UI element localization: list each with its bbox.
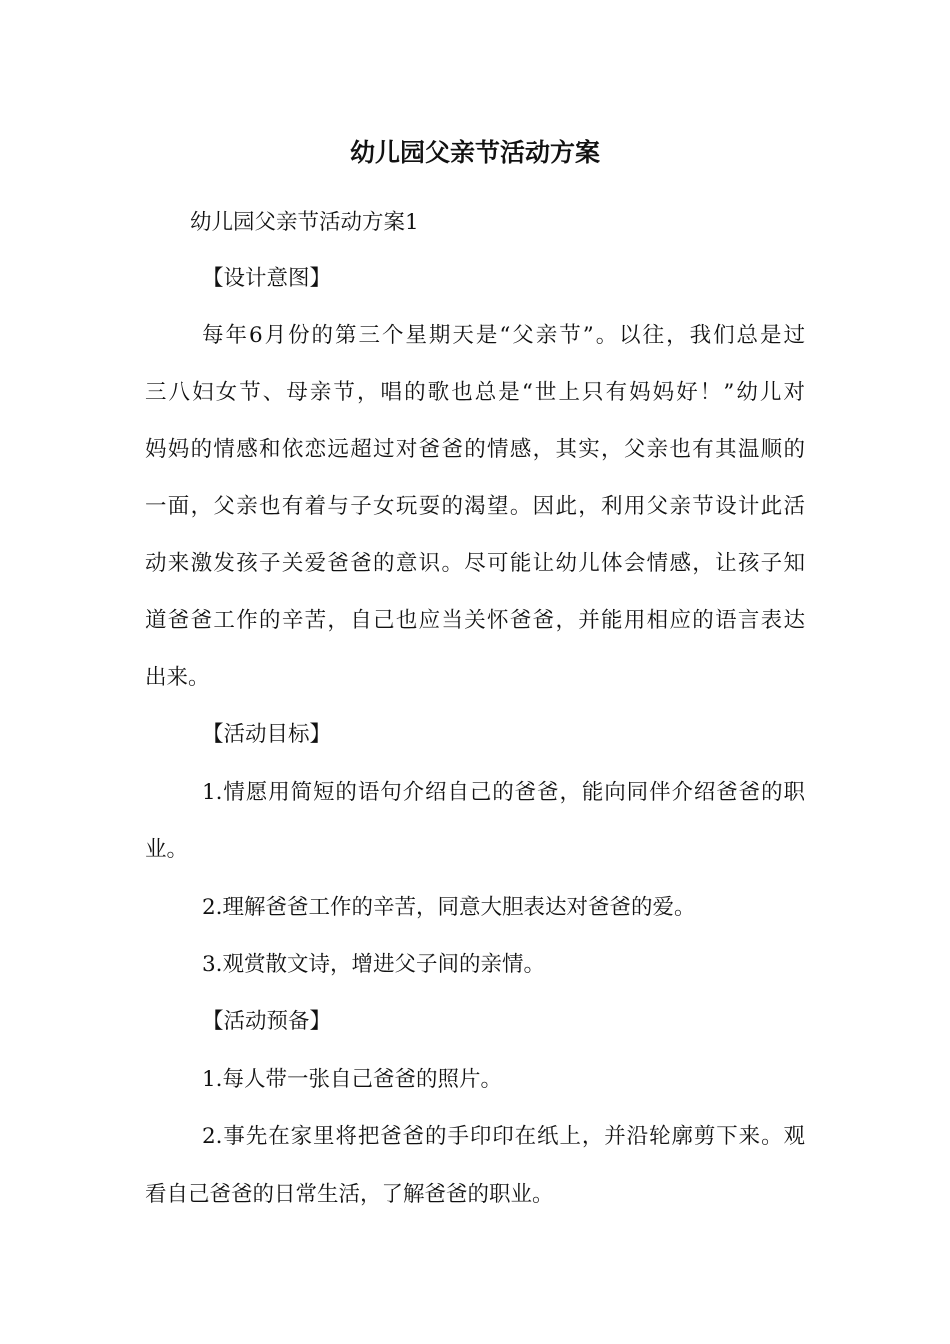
paragraph-line: 妈妈的情感和依恋远超过对爸爸的情感，其实，父亲也有其温顺的 [145, 437, 805, 462]
goal-item-1: 1.情愿用简短的语句介绍自己的爸爸，能向同伴介绍爸爸的职 [202, 780, 805, 805]
preparation-item-2-continued: 看自己爸爸的日常生活，了解爸爸的职业。 [145, 1182, 554, 1207]
heading-preparation: 【活动预备】 [202, 1009, 332, 1034]
paragraph-line: 一面，父亲也有着与子女玩耍的渴望。因此，利用父亲节设计此活 [145, 494, 805, 519]
section-subtitle: 幼儿园父亲节活动方案1 [190, 210, 419, 235]
preparation-item-2: 2.事先在家里将把爸爸的手印印在纸上，并沿轮廓剪下来。观 [202, 1124, 805, 1149]
preparation-item-1: 1.每人带一张自己爸爸的照片。 [202, 1067, 503, 1092]
paragraph-line: 三八妇女节、母亲节，唱的歌也总是“世上只有妈妈好！”幼儿对 [145, 380, 805, 405]
paragraph-line: 出来。 [145, 665, 210, 690]
paragraph-line: 动来激发孩子关爱爸爸的意识。尽可能让幼儿体会情感，让孩子知 [145, 551, 805, 576]
heading-design-intent: 【设计意图】 [202, 266, 332, 291]
goal-item-3: 3.观赏散文诗，增进父子间的亲情。 [202, 952, 546, 977]
goal-item-1-continued: 业。 [145, 837, 189, 862]
goal-item-2: 2.理解爸爸工作的辛苦，同意大胆表达对爸爸的爱。 [202, 895, 696, 920]
paragraph-line: 每年6月份的第三个星期天是“父亲节”。以往，我们总是过 [202, 323, 805, 348]
paragraph-line: 道爸爸工作的辛苦，自己也应当关怀爸爸，并能用相应的语言表达 [145, 608, 805, 633]
heading-goals: 【活动目标】 [202, 722, 332, 747]
document-title: 幼儿园父亲节活动方案 [349, 138, 600, 167]
